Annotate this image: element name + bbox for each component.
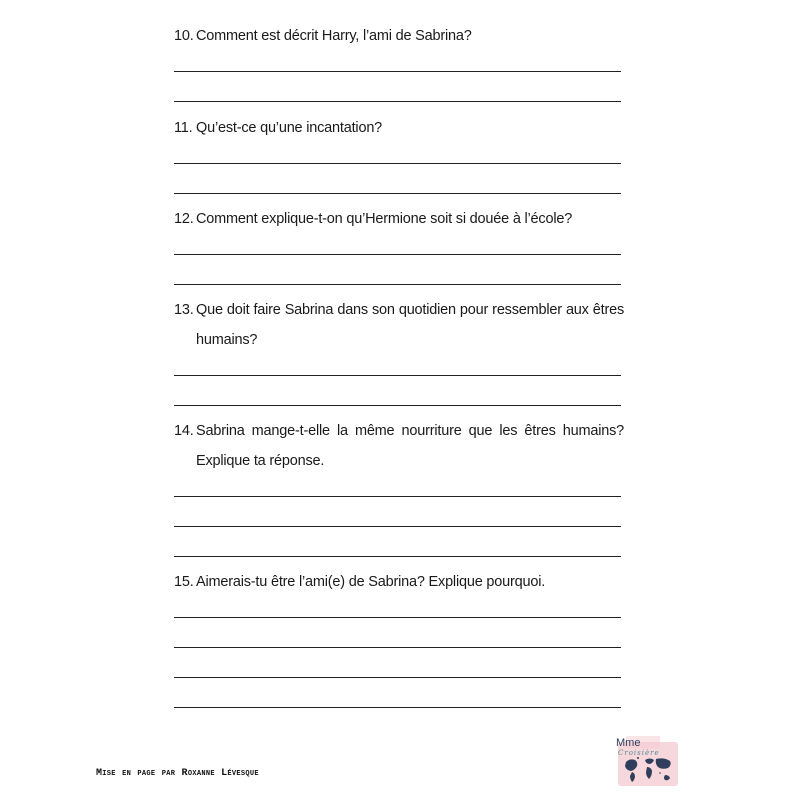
layout-credit: Mise en page par Roxanne Lévesque <box>96 768 259 779</box>
answer-line[interactable] <box>174 617 621 618</box>
question-text: Aimerais-tu être l’ami(e) de Sabrina? Explique pourquoi. <box>196 574 546 590</box>
answer-line[interactable] <box>174 677 621 678</box>
answer-line[interactable] <box>174 496 621 497</box>
question-14 <box>174 416 624 476</box>
answer-line[interactable] <box>174 526 621 527</box>
question-10 <box>174 21 624 51</box>
question-15 <box>174 567 624 597</box>
answer-line[interactable] <box>174 647 621 648</box>
question-number: 15. <box>174 574 194 590</box>
answer-line[interactable] <box>174 284 621 285</box>
answer-line[interactable] <box>174 707 621 708</box>
question-text: Comment explique-t-on qu’Hermione soit si douée à l’école? <box>196 211 573 227</box>
question-text: Qu’est-ce qu’une incantation? <box>196 120 383 136</box>
question-11 <box>174 113 624 143</box>
question-number: 11. <box>174 120 193 136</box>
question-13 <box>174 295 624 355</box>
svg-text:Mme: Mme <box>616 737 641 749</box>
answer-line[interactable] <box>174 163 621 164</box>
question-number: 14. <box>174 423 194 439</box>
answer-line[interactable] <box>174 556 621 557</box>
answer-line[interactable] <box>174 405 621 406</box>
question-number: 12. <box>174 211 194 227</box>
brand-logo <box>612 728 684 790</box>
answer-line[interactable] <box>174 193 621 194</box>
answer-line[interactable] <box>174 71 621 72</box>
svg-text:Croisière: Croisière <box>618 749 660 757</box>
question-number: 13. <box>174 302 194 318</box>
answer-line[interactable] <box>174 375 621 376</box>
question-number: 10. <box>174 28 194 44</box>
question-12 <box>174 204 624 234</box>
answer-line[interactable] <box>174 254 621 255</box>
question-text: Sabrina mange-t-elle la même nourriture que les êtres humains? Explique ta réponse. <box>196 423 624 469</box>
question-text: Comment est décrit Harry, l’ami de Sabrina? <box>196 28 472 44</box>
answer-line[interactable] <box>174 101 621 102</box>
world-map-logo-icon <box>612 728 684 790</box>
question-text: Que doit faire Sabrina dans son quotidien pour ressembler aux êtres humains? <box>196 302 624 348</box>
